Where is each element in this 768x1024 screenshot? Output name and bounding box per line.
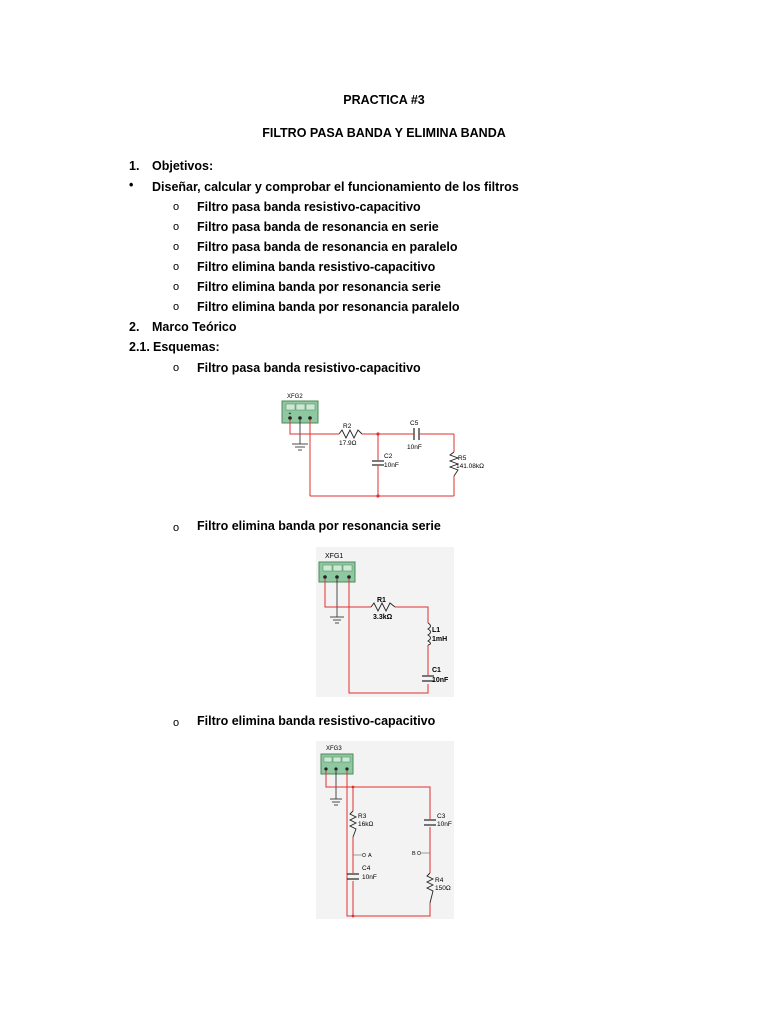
- circle-bullet-icon: o: [173, 241, 180, 253]
- generator-label: XFG1: [325, 553, 344, 560]
- objective-item: Filtro pasa banda de resonancia en serie: [197, 220, 439, 234]
- generator-label: XFG3: [326, 746, 342, 752]
- function-generator-icon: [282, 401, 318, 423]
- circle-bullet-icon: o: [173, 522, 180, 534]
- objective-item: Filtro elimina banda por resonancia paralelo: [197, 300, 460, 314]
- component-value: 17.9Ω: [339, 440, 357, 447]
- schematic-bandpass-rc: [276, 390, 500, 500]
- component-value: 10nF: [437, 821, 452, 828]
- circle-bullet-icon: o: [173, 281, 180, 293]
- component-value: 141.08kΩ: [456, 463, 484, 470]
- section-1-number: 1.: [129, 159, 140, 173]
- component-label: R3: [358, 813, 367, 820]
- objective-item: Filtro elimina banda por resonancia serie: [197, 280, 441, 294]
- generator-label: XFG2: [287, 394, 303, 400]
- component-label: C2: [384, 453, 393, 460]
- circle-bullet-icon: o: [173, 261, 180, 273]
- component-value: 3.3kΩ: [373, 614, 393, 621]
- component-value: 10nF: [407, 444, 422, 451]
- section-2-heading: Marco Teórico: [152, 320, 237, 334]
- component-label: L1: [432, 627, 441, 634]
- figure-caption: Filtro elimina banda por resonancia serie: [197, 519, 441, 533]
- circle-bullet-icon: o: [173, 301, 180, 313]
- figure-caption: Filtro elimina banda resistivo-capacitivo: [197, 714, 436, 728]
- section-2-1-number: 2.1.: [129, 340, 150, 354]
- page-title: PRACTICA #3: [343, 93, 425, 107]
- circle-bullet-icon: o: [173, 221, 180, 233]
- component-label: R5: [458, 455, 467, 462]
- circle-bullet-icon: o: [173, 362, 180, 374]
- probe-a-label: A: [368, 853, 372, 859]
- objective-item: Filtro pasa banda de resonancia en paralelo: [197, 240, 458, 254]
- component-value: 1mH: [432, 636, 448, 643]
- component-label: C3: [437, 813, 446, 820]
- component-label: C4: [362, 865, 371, 872]
- schematic-bandstop-series: [316, 547, 454, 697]
- component-label: R4: [435, 877, 444, 884]
- component-label: C5: [410, 420, 419, 427]
- circle-bullet-icon: o: [173, 201, 180, 213]
- circle-bullet-icon: o: [173, 717, 180, 729]
- schematic-bandstop-rc: [316, 741, 454, 919]
- component-value: 16kΩ: [358, 821, 374, 828]
- objective-item: Filtro pasa banda resistivo-capacitivo: [197, 200, 421, 214]
- section-2-1-heading: Esquemas:: [153, 340, 220, 354]
- component-label: R2: [343, 423, 352, 430]
- section-2-number: 2.: [129, 320, 140, 334]
- component-value: 150Ω: [435, 885, 451, 892]
- page-subtitle: FILTRO PASA BANDA Y ELIMINA BANDA: [262, 126, 506, 140]
- component-value: 10nF: [362, 874, 377, 881]
- probe-b-label: B: [412, 851, 416, 857]
- component-value: 10nF: [384, 462, 399, 469]
- generator-terminal-plus: +: [288, 411, 292, 417]
- component-label: C1: [432, 667, 441, 674]
- objective-item: Filtro elimina banda resistivo-capacitivo: [197, 260, 436, 274]
- figure-caption: Filtro pasa banda resistivo-capacitivo: [197, 361, 421, 375]
- objective-intro: Diseñar, calcular y comprobar el funcionamiento de los filtros: [152, 180, 519, 194]
- component-label: R1: [377, 597, 386, 604]
- bullet-dot-icon: •: [129, 178, 134, 192]
- section-1-heading: Objetivos:: [152, 159, 214, 173]
- component-value: 10nF: [432, 677, 449, 684]
